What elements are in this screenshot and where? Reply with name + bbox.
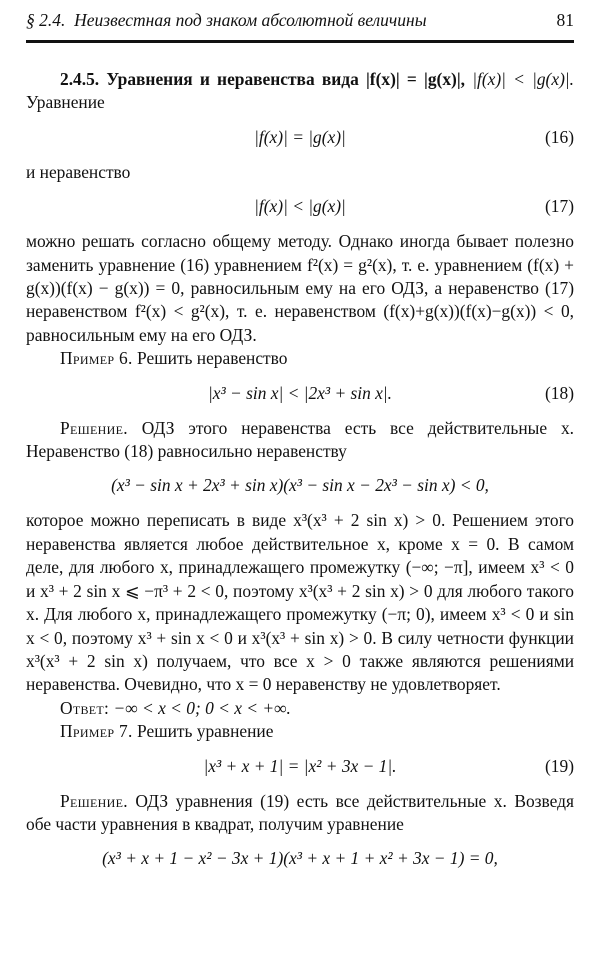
header-title xyxy=(26,10,427,31)
equation-17-number: (17) xyxy=(545,196,574,217)
equation-18-formula: |x³ − sin x| < |2x³ + sin x|. xyxy=(207,382,393,403)
example-6-text: Решить неравенство xyxy=(137,348,288,369)
example-6 xyxy=(26,347,574,370)
book-page xyxy=(26,10,575,869)
equation-product-2-formula: (x³ + x + 1 − x² − 3x + 1)(x³ + x + 1 + x² + 3x − 1) = 0, xyxy=(102,848,498,869)
answer-6 xyxy=(26,697,574,720)
equation-product-2 xyxy=(26,846,574,871)
and-inequality-text: и неравенство xyxy=(26,161,131,182)
solution-6 xyxy=(26,417,574,464)
page-body xyxy=(26,68,574,882)
equation-product-1-formula: (x³ − sin x + 2x³ + sin x)(x³ − sin x − 2x³ − sin x) < 0, xyxy=(111,475,489,496)
solution-6-label: Решение. xyxy=(60,417,128,438)
answer-text: −∞ < x < 0; 0 < x < +∞. xyxy=(113,697,291,718)
intro-tail: Уравнение xyxy=(26,92,105,113)
header-title-text: Неизвестная под знаком абсолютной величины xyxy=(74,10,427,30)
example-7-text: Решить уравнение xyxy=(137,721,274,742)
equation-17 xyxy=(26,194,574,219)
example-6-label: Пример 6. xyxy=(60,348,133,369)
example-7-label: Пример 7. xyxy=(60,721,133,742)
equation-16-number: (16) xyxy=(545,126,574,147)
subsection-heading-cont: |f(x)| < |g(x)|. xyxy=(472,69,574,89)
equation-18 xyxy=(26,381,574,406)
equation-product-1 xyxy=(26,473,574,498)
solution-6-continuation: которое можно переписать в виде x³(x³ + 2 sin x) > 0. Решением этого неравенства является любое действительное x, кроме x = 0. В самом деле, для любого x, принадлежащего промежутку (−∞; −π], имеем x³ < 0 и x³ + 2 sin x ⩽ −π³ + 2 < 0, поэтому x³(x³ + 2 sin x) > 0 для любого такого x. Для любого x, принадлежащего промежутку (−π; 0), имеем x³ < 0 и sin x < 0, поэтому x³ + sin x < 0 и x³(x³ + sin x) > 0. В силу четности функции x³(x³ + 2 sin x) получаем, что все x > 0 также являются решениями неравенства. Очевидно, что x = 0 неравенству не удовлетворяет. xyxy=(26,510,574,695)
equation-17-formula: |f(x)| < |g(x)| xyxy=(254,196,346,217)
example-7 xyxy=(26,720,574,743)
header-section: § 2.4. xyxy=(26,10,66,30)
equation-19-formula: |x³ + x + 1| = |x² + 3x − 1|. xyxy=(203,755,397,776)
solution-7-label: Решение. xyxy=(60,790,128,811)
page-number: 81 xyxy=(556,10,574,30)
solution-6-text: ОДЗ этого неравенства есть все действительные x. Неравенство (18) равносильно неравенству xyxy=(26,417,575,462)
solution-7 xyxy=(26,790,574,837)
method-paragraph: можно решать согласно общему методу. Однако иногда бывает полезно заменить уравнение (16) уравнением f²(x) = g²(x), т. е. уравнением (f(x) + g(x))(f(x) − g(x)) = 0, равносильным ему на его ОДЗ, а неравенство (17) неравенством f²(x) < g²(x), т. е. неравенством (f(x)+g(x))(f(x)−g(x)) < 0, равносильным ему на его ОДЗ. xyxy=(26,231,574,345)
subsection-heading: 2.4.5. Уравнения и неравенства вида |f(x)| = |g(x)|, xyxy=(60,69,466,89)
running-header xyxy=(26,10,574,43)
equation-16-formula: |f(x)| = |g(x)| xyxy=(254,126,346,147)
subsection-heading-paragraph xyxy=(26,68,574,115)
answer-label: Ответ: xyxy=(60,697,110,718)
equation-16 xyxy=(26,125,574,150)
equation-19 xyxy=(26,754,574,779)
solution-7-text: ОДЗ уравнения (19) есть все действительные x. Возведя обе части уравнения в квадрат, получим уравнение xyxy=(26,790,574,834)
equation-19-number: (19) xyxy=(545,755,574,776)
equation-18-number: (18) xyxy=(545,382,574,403)
